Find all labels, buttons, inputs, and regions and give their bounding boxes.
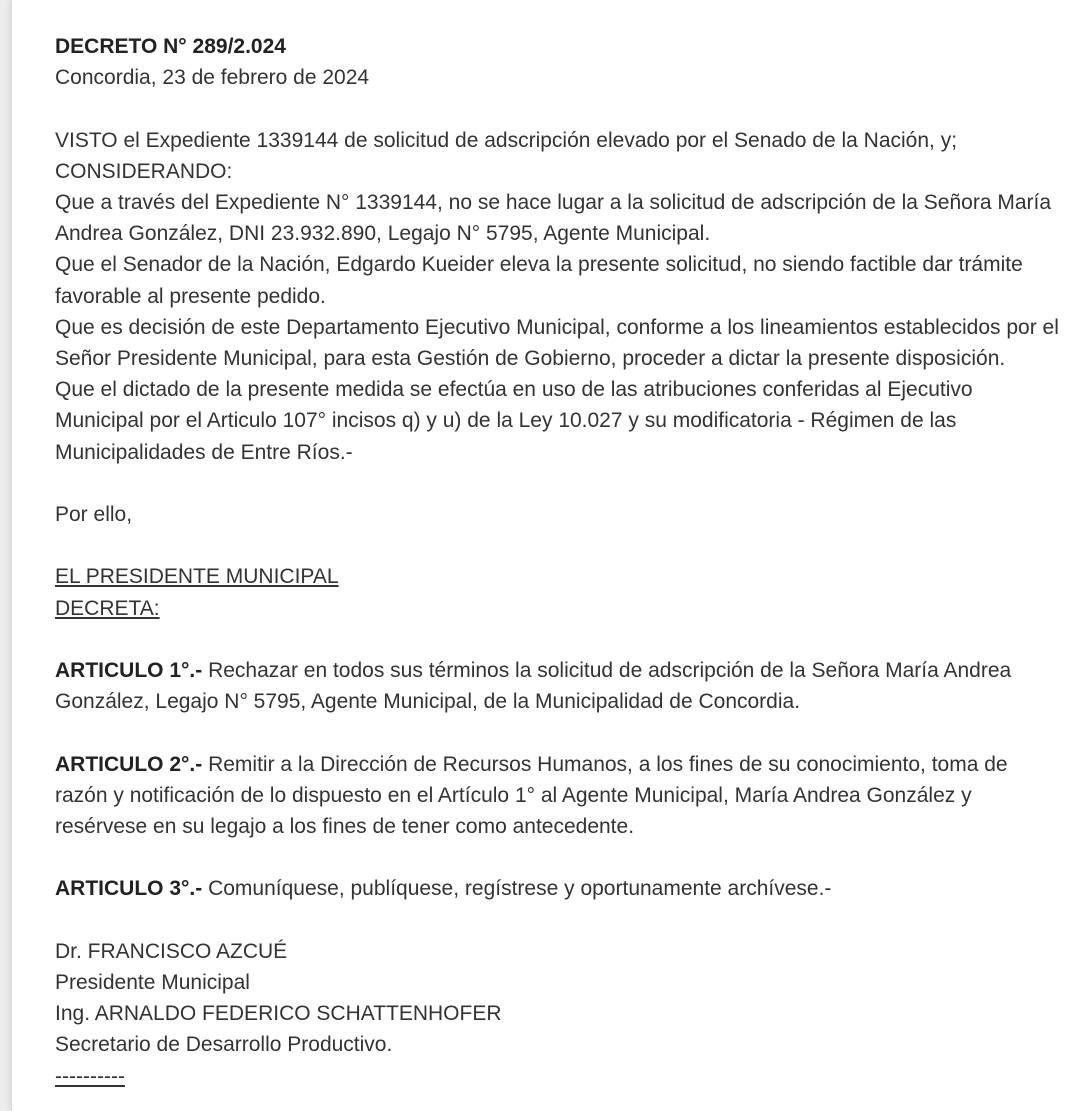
considerando-paragraph: Que el Senador de la Nación, Edgardo Kueider eleva la presente solicitud, no siendo factible dar trámite favorable al presente pedido. [55, 253, 1023, 308]
article-label: ARTICULO 2°.- [55, 752, 203, 776]
signature-line: Ing. ARNALDO FEDERICO SCHATTENHOFER [55, 1002, 502, 1026]
spacer [55, 842, 1065, 873]
spacer [55, 530, 1065, 561]
article-label: ARTICULO 1°.- [55, 659, 203, 682]
por-ello: Por ello, [55, 503, 133, 527]
spacer [55, 905, 1065, 936]
place-date: Concordia, 23 de febrero de 2024 [55, 66, 370, 90]
spacer [55, 624, 1065, 655]
decreta-heading: DECRETA: [55, 596, 160, 620]
considerando-heading: CONSIDERANDO: [55, 159, 233, 183]
article-text: Rechazar en todos sus términos la solicitud de adscripción de la Señora María Andrea González, Legajo N° 5795, Agente Municipal, de la Municipalidad de Concordia. [55, 659, 1012, 714]
separator: ---------- [55, 1064, 125, 1088]
spacer [55, 717, 1065, 748]
decree-document [55, 31, 1065, 1092]
considerando-paragraph: Que es decisión de este Departamento Ejecutivo Municipal, conforme a los lineamientos establecidos por el Señor Presidente Municipal, para esta Gestión de Gobierno, proceder a dictar la presente disposición. [55, 315, 1059, 371]
spacer [55, 468, 1065, 499]
article-3 [55, 873, 1065, 904]
article-1 [55, 655, 1065, 717]
spacer [55, 93, 1065, 124]
signature-line: Dr. FRANCISCO AZCUÉ [55, 939, 288, 963]
article-label: ARTICULO 3°.- [55, 877, 203, 901]
signature-line: Presidente Municipal [55, 970, 250, 994]
signature-line: Secretario de Desarrollo Productivo. [55, 1033, 393, 1057]
considerando-paragraph: Que a través del Expediente N° 1339144, no se hace lugar a la solicitud de adscripción de la Señora María Andrea González, DNI 23.932.890, Legajo N° 5795, Agente Municipal. [55, 191, 1052, 246]
article-text: Remitir a la Dirección de Recursos Humanos, a los fines de su conocimiento, toma de razón y notificación de lo dispuesto en el Artículo 1° al Agente Municipal, María Andrea González y resérvese en su legajo a los fines de tener como antecedente. [55, 752, 1008, 838]
considerando-paragraph: Que el dictado de la presente medida se efectúa en uso de las atribuciones conferidas al Ejecutivo Municipal por el Articulo 107° incisos q) y u) de la Ley 10.027 y su modificatoria - Régimen de las Municipalidades de Entre Ríos.- [55, 378, 973, 464]
visto-paragraph: VISTO el Expediente 1339144 de solicitud de adscripción elevado por el Senado de la Nación, y; [55, 128, 958, 152]
article-2 [55, 749, 1065, 843]
decree-title: DECRETO N° 289/2.024 [55, 35, 286, 58]
article-text: Comuníquese, publíquese, regístrese y oportunamente archívese.- [202, 877, 832, 901]
document-page [12, 0, 1080, 1111]
authority-heading: EL PRESIDENTE MUNICIPAL [55, 565, 339, 589]
